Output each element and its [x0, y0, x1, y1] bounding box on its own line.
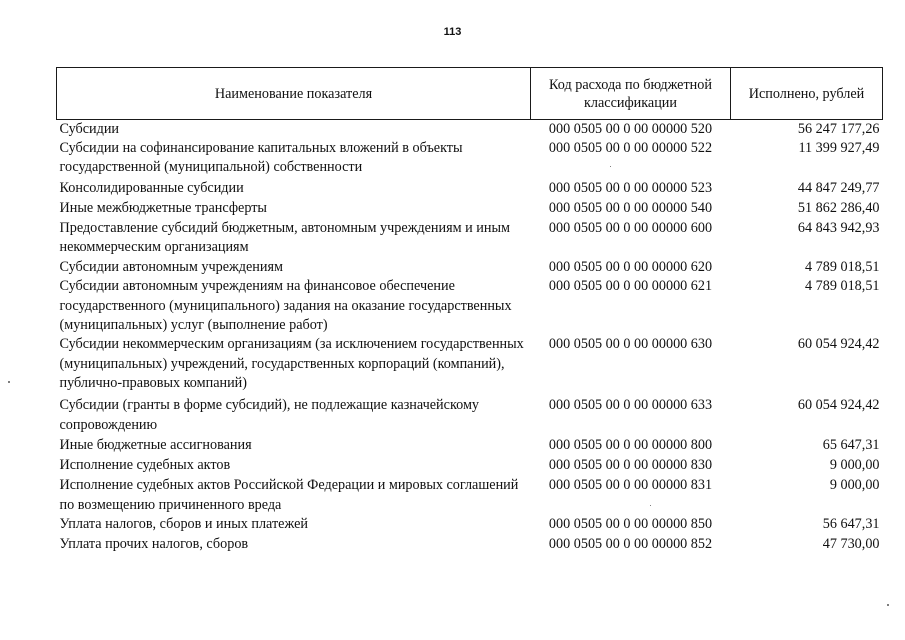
row-name: Субсидии на софинансирование капитальных вложений в объекты государственной (муниципальной) собственности — [59, 140, 463, 176]
row-name: Субсидии некоммерческим организациям (за исключением государственных (муниципальных) учреждений, государственных корпораций (компаний), публично-правовых компаний) — [59, 336, 524, 391]
table-row — [57, 515, 883, 535]
row-name: Уплата прочих налогов, сборов — [59, 536, 249, 553]
table-row — [57, 335, 883, 396]
table-row — [57, 535, 883, 555]
row-code: 000 0505 00 0 00 00000 520 — [548, 121, 713, 137]
table-row — [57, 199, 883, 219]
row-name: Иные бюджетные ассигнования — [59, 437, 252, 454]
budget-table — [56, 67, 883, 555]
row-amount: 44 847 249,77 — [797, 180, 880, 197]
row-code: 000 0505 00 0 00 00000 522 — [548, 140, 713, 157]
header-indicator-name: Наименование показателя — [57, 68, 531, 120]
row-amount: 51 862 286,40 — [797, 200, 880, 217]
row-name: Консолидированные субсидии — [59, 180, 244, 197]
row-code: 000 0505 00 0 00 00000 600 — [548, 220, 713, 237]
row-amount: 9 000,00 — [829, 477, 880, 494]
table-row — [57, 120, 883, 140]
scan-speck — [887, 604, 889, 606]
table-row — [57, 277, 883, 335]
row-code: 000 0505 00 0 00 00000 523 — [548, 180, 713, 197]
header-row — [57, 68, 883, 120]
row-amount: 56 247 177,26 — [797, 121, 880, 137]
header-executed-amount: Исполнено, рублей — [731, 68, 883, 120]
row-amount: 60 054 924,42 — [797, 397, 880, 414]
scan-speck — [8, 381, 10, 383]
table-row — [57, 396, 883, 436]
row-name: Иные межбюджетные трансферты — [59, 200, 267, 217]
row-amount: 65 647,31 — [822, 437, 880, 454]
table-row — [57, 258, 883, 277]
row-code: 000 0505 00 0 00 00000 621 — [548, 278, 713, 295]
row-amount: 4 789 018,51 — [805, 278, 880, 295]
row-amount: 60 054 924,42 — [797, 336, 880, 353]
row-name: Субсидии автономным учреждениям — [59, 259, 283, 276]
row-code: 000 0505 00 0 00 00000 633 — [548, 397, 713, 414]
row-code: 000 0505 00 0 00 00000 540 — [548, 200, 713, 217]
row-amount: 9 000,00 — [829, 457, 880, 474]
page-number: 113 — [443, 26, 462, 38]
row-amount: 56 647,31 — [822, 516, 880, 533]
row-code: 000 0505 00 0 00 00000 830 — [548, 457, 713, 474]
header-budget-code: Код расхода по бюджетной классификации — [531, 68, 731, 120]
row-name: Уплата налогов, сборов и иных платежей — [59, 516, 308, 533]
row-name: Субсидии автономным учреждениям на финансовое обеспечение государственного (муниципального) задания на оказание государственных (муниципальных) услуг (выполнение работ) — [59, 278, 512, 333]
table-row — [57, 139, 883, 179]
row-amount: 11 399 927,49 — [798, 140, 880, 157]
row-name: Субсидии — [59, 121, 120, 137]
row-name: Предоставление субсидий бюджетным, автономным учреждениям и иным некоммерческим организациям — [59, 220, 510, 256]
scan-speck — [650, 505, 651, 506]
row-code: 000 0505 00 0 00 00000 852 — [548, 536, 713, 553]
table-header — [57, 68, 883, 120]
row-name: Исполнение судебных актов Российской Федерации и мировых соглашений по возмещению причиненного вреда — [59, 477, 519, 513]
row-amount: 47 730,00 — [822, 536, 880, 553]
row-amount: 4 789 018,51 — [805, 259, 880, 276]
table-row — [57, 179, 883, 199]
table-row — [57, 456, 883, 476]
row-code: 000 0505 00 0 00 00000 630 — [548, 336, 713, 353]
row-code: 000 0505 00 0 00 00000 850 — [548, 516, 713, 533]
table-row — [57, 476, 883, 515]
row-code: 000 0505 00 0 00 00000 620 — [548, 259, 713, 276]
table-row — [57, 436, 883, 456]
row-amount: 64 843 942,93 — [797, 220, 880, 237]
scan-speck — [610, 166, 611, 167]
table-row — [57, 219, 883, 258]
row-name: Субсидии (гранты в форме субсидий), не подлежащие казначейскому сопровождению — [59, 397, 480, 433]
table-body — [57, 120, 883, 556]
row-code: 000 0505 00 0 00 00000 800 — [548, 437, 713, 454]
row-name: Исполнение судебных актов — [59, 457, 231, 474]
row-code: 000 0505 00 0 00 00000 831 — [548, 477, 713, 494]
